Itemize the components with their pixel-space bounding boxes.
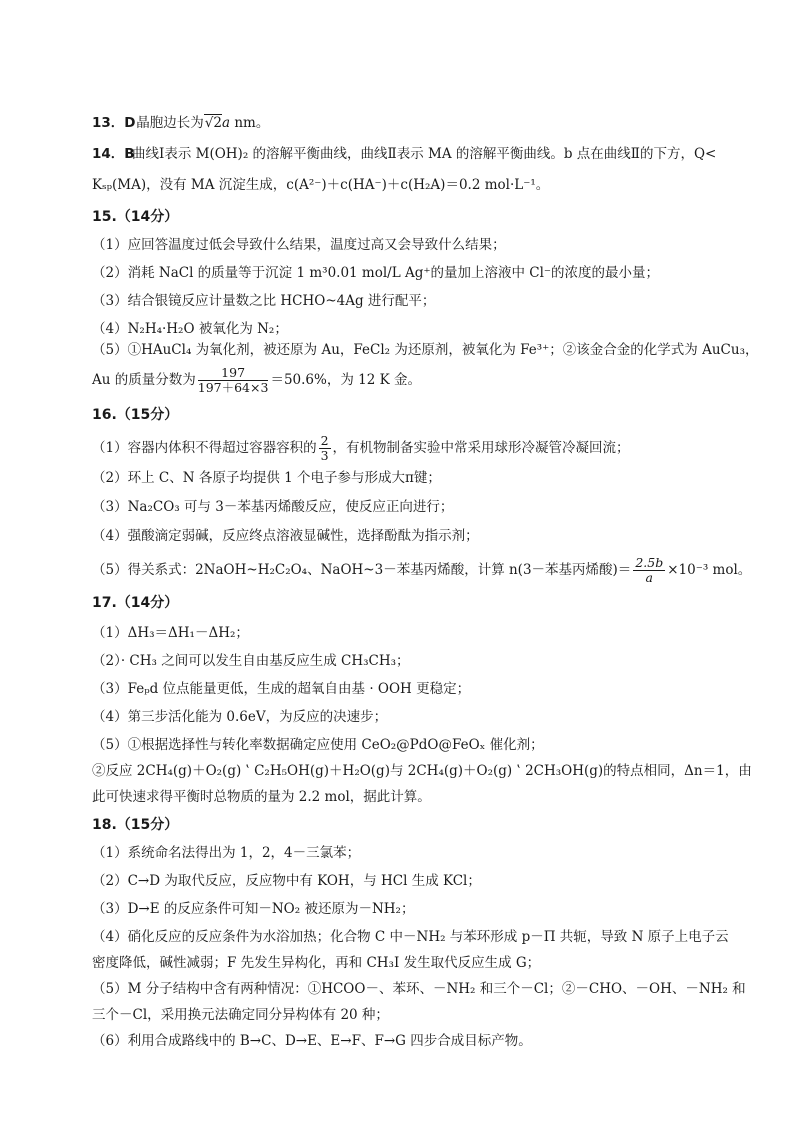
line-18-3: （3）D→E 的反应条件可知－NO₂ 被还原为－NH₂； (92, 901, 415, 917)
line-18-4: （4）硝化反应的反应条件为水浴加热；化合物 C 中－NH₂ 与苯环形成 p－Π 共轭，导致 N 原子上电子云 (92, 929, 729, 945)
line-17-7: 此可快速求得平衡时总物质的量为 2.2 mol，据此计算。 (92, 789, 431, 805)
line-18-7: 三个－Cl，采用换元法确定同分异构体有 20 种； (92, 1007, 389, 1023)
line-18-8: （6）利用合成路线中的 B→C、D→E、E→F、F→G 四步合成目标产物。 (92, 1033, 532, 1049)
fraction: $\frac{2}{3}$ (320, 433, 329, 463)
line-17-4: （4）第三步活化能为 0.6eV，为反应的决速步； (92, 709, 388, 725)
line-18-2: （2）C→D 为取代反应，反应物中有 KOH，与 HCl 生成 KCl； (92, 873, 481, 889)
fraction: $\frac{197}{197+64\times 3}$ (197, 365, 269, 395)
answer-14-line-2: Kₛₚ(MA)，没有 MA 沉淀生成，c(A²⁻)＋c(HA⁻)＋c(H₂A)＝0.2 mol·L⁻¹。 (92, 177, 550, 193)
line-17-6: ②反应 2CH₄(g)＋O₂(g) ‛ C₂H₅OH(g)＋H₂O(g)与 2CH₄(g)＋O₂(g) ‛ 2CH₃OH(g)的特点相同，Δn＝1，由 (92, 763, 752, 779)
answer-13: 13．D 晶胞边长为√2a nm。 (92, 112, 732, 134)
line-17-1: （1）ΔH₃＝ΔH₁－ΔH₂； (92, 625, 249, 641)
answer-number: 13．D (92, 115, 136, 131)
line-15-3: （3）结合银镜反应计量数之比 HCHO~4Ag 进行配平； (92, 293, 436, 309)
line-15-5: （5）①HAuCl₄ 为氧化剂，被还原为 Au，FeCl₂ 为还原剂，被氧化为 Fe³⁺；②该金合金的化学式为 AuCu₃， (92, 342, 759, 358)
line-16-2: （2）环上 C、N 各原子均提供 1 个电子参与形成大π键； (92, 470, 441, 486)
line-15-1: （1）应回答温度过低会导致什么结果，温度过高又会导致什么结果； (92, 237, 506, 253)
line-16-5: （5）得关系式：2NaOH~H₂C₂O₄、NaOH~3－苯基丙烯酸，计算 n(3－苯基丙烯酸)＝ $\frac{2.5b}{a}$ ×10⁻³ mol。 (92, 555, 752, 585)
line-16-1: （1）容器内体积不得超过容器容积的 $\frac{2}{3}$ ，有机物制备实验中常采用球形冷凝管冷凝回流； (92, 433, 630, 463)
line-16-4: （4）强酸滴定弱碱，反应终点溶液显碱性，选择酚酞为指示剂； (92, 528, 479, 544)
line-15-2: （2）消耗 NaCl 的质量等于沉淀 1 m³0.01 mol/L Ag⁺的量加上溶液中 Cl⁻的浓度的最小量； (92, 265, 660, 281)
fraction: $\frac{2.5b}{a}$ (635, 555, 664, 585)
answer-14-line-1: 14．B曲线Ⅰ表示 M(OH)₂ 的溶解平衡曲线，曲线Ⅱ表示 MA 的溶解平衡曲线。b 点在曲线Ⅱ的下方，Q< (92, 143, 732, 165)
line-18-6: （5）M 分子结构中含有两种情况：①HCOO－、苯环、－NH₂ 和三个－Cl；②－CHO、－OH、－NH₂ 和 (92, 981, 746, 997)
answer-number: 14．B (92, 146, 135, 162)
line-18-5: 密度降低，碱性减弱；F 先发生异构化，再和 CH₃I 发生取代反应生成 G； (92, 955, 541, 971)
line-16-3: （3）Na₂CO₃ 可与 3－苯基丙烯酸反应，使反应正向进行； (92, 499, 454, 515)
line-18-1: （1）系统命名法得出为 1，2，4－三氯苯； (92, 845, 361, 861)
line-17-2: （2）· CH₃ 之间可以发生自由基反应生成 CH₃CH₃； (92, 653, 410, 669)
section-heading-15: 15.（14分） (92, 209, 179, 225)
section-heading-16: 16.（15分） (92, 407, 179, 423)
line-15-4: （4）N₂H₄·H₂O 被氧化为 N₂； (92, 321, 288, 337)
line-15-6: Au 的质量分数为 $\frac{197}{197+64\times 3}$ ＝50.6%，为 12 K 金。 (92, 365, 421, 395)
section-heading-17: 17.（14分） (92, 595, 179, 611)
section-heading-18: 18.（15分） (92, 817, 179, 833)
line-17-5: （5）①根据选择性与转化率数据确定应使用 CeO₂@PdO@FeOₓ 催化剂； (92, 737, 544, 753)
sqrt-expression: √2 (204, 115, 222, 131)
line-17-3: （3）Feₚd 位点能量更低，生成的超氧自由基 · OOH 更稳定； (92, 681, 471, 697)
